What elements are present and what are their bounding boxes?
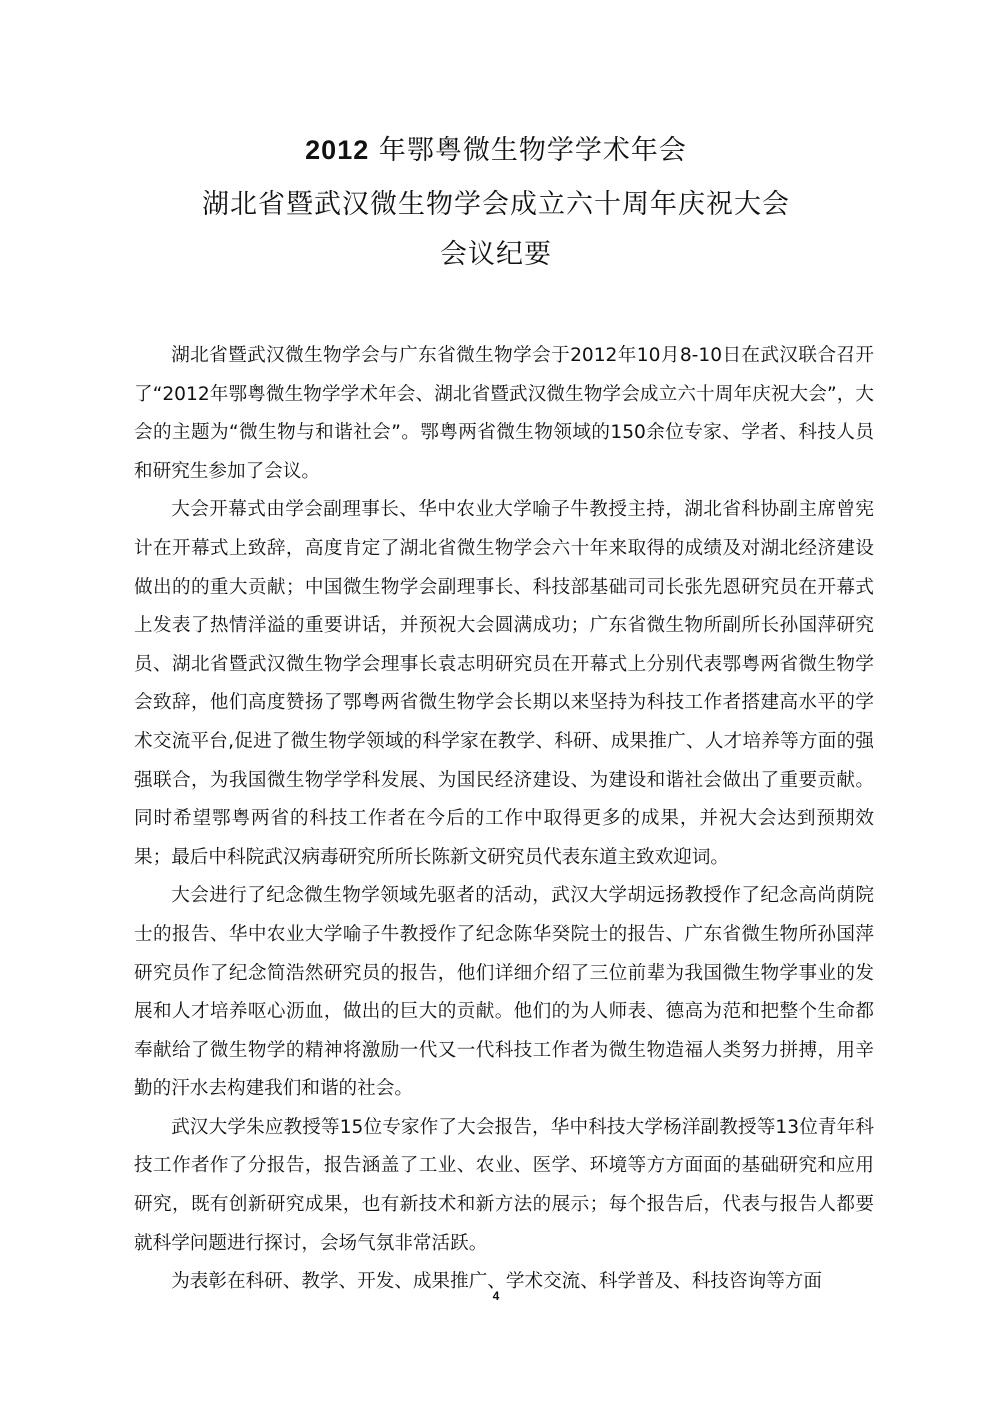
title-line-1-text: 年鄂粤微生物学学术年会 — [378, 135, 687, 166]
paragraph: 大会开幕式由学会副理事长、华中农业大学喻子牛教授主持，湖北省科协副主席曾宪计在开幕式上致辞，高度肯定了湖北省微生物学会六十年来取得的成绩及对湖北经济建设做出的的重大贡献；中国微生物学会副理事长、科技部基础司司长张先恩研究员在开幕式上发表了热情洋溢的重要讲话，并预祝大会圆满成功；广东省微生物所副所长孙国萍研究员、湖北省暨武汉微生物学会理事长袁志明研究员在开幕式上分别代表鄂粤两省微生物学会致辞，他们高度赞扬了鄂粤两省微生物学会长期以来坚持为科技工作者搭建高水平的学术交流平台,促进了微生物学领域的科学家在教学、科研、成果推广、人才培养等方面的强强联合，为我国微生物学学科发展、为国民经济建设、为建设和谐社会做出了重要贡献。同时希望鄂粤两省的科技工作者在今后的工作中取得更多的成果，并祝大会达到预期效果；最后中科院武汉病毒研究所所长陈新文研究员代表东道主致欢迎词。 — [134, 499, 874, 868]
document-title-line-2: 湖北省暨武汉微生物学会成立六十周年庆祝大会 — [202, 189, 790, 220]
title-year: 2012 — [305, 135, 370, 165]
paragraph: 湖北省暨武汉微生物学会与广东省微生物学会于2012年10月8-10日在武汉联合召开了“2012年鄂粤微生物学学术年会、湖北省暨武汉微生物学会成立六十周年庆祝大会”，大会的主题为“微生物与和谐社会”。鄂粤两省微生物领域的150余位专家、学者、科技人员和研究生参加了会议。 — [134, 345, 874, 482]
page-number: 4 — [492, 1289, 500, 1303]
paragraph: 大会进行了纪念微生物学领域先驱者的活动，武汉大学胡远扬教授作了纪念高尚荫院士的报告、华中农业大学喻子牛教授作了纪念陈华癸院士的报告、广东省微生物所孙国萍研究员作了纪念简浩然研究员的报告，他们详细介绍了三位前辈为我国微生物学事业的发展和人才培养呕心沥血，做出的巨大的贡献。他们的为人师表、德高为范和把整个生命都奉献给了微生物学的精神将激励一代又一代科技工作者为微生物造福人类努力拼搏，用辛勤的汗水去构建我们和谐的社会。 — [134, 885, 874, 1100]
document-title-line-1 — [0, 128, 992, 167]
paragraph: 武汉大学朱应教授等15位专家作了大会报告，华中科技大学杨洋副教授等13位青年科技工作者作了分报告，报告涵盖了工业、农业、医学、环境等方方面面的基础研究和应用研究，既有创新研究成果，也有新技术和新方法的展示；每个报告后，代表与报告人都要就科学问题进行探讨，会场气氛非常活跃。 — [134, 1116, 874, 1254]
paragraph: 为表彰在科研、教学、开发、成果推广、学术交流、科学普及、科技咨询等方面 — [171, 1271, 822, 1293]
document-title-line-3: 会议纪要 — [440, 239, 552, 270]
document-body — [134, 337, 874, 1302]
